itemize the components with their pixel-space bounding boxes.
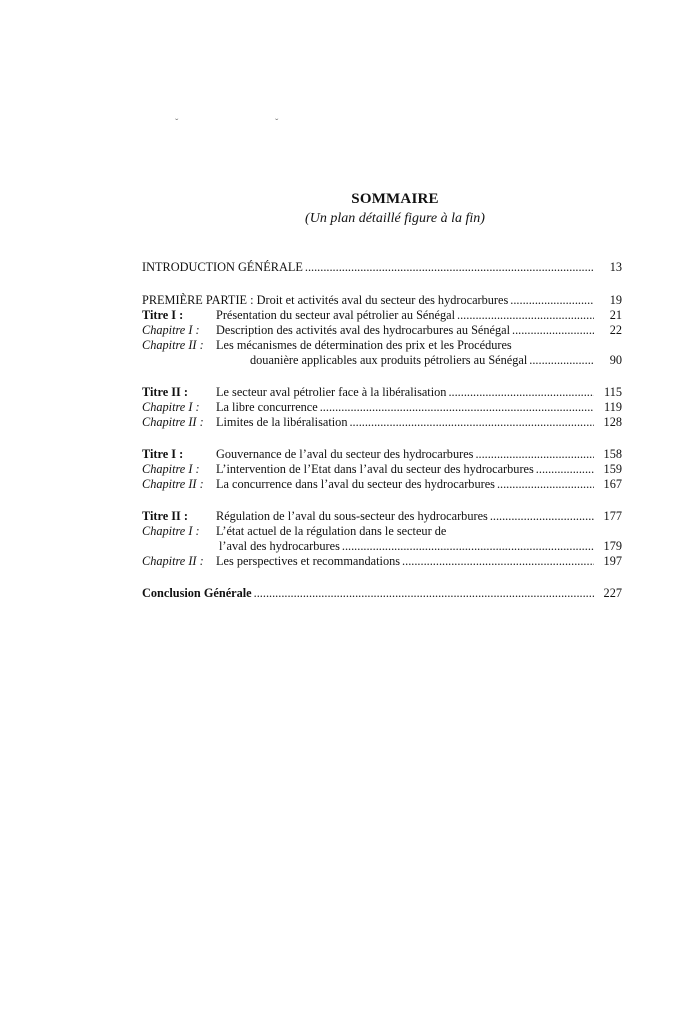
toc-entry-label: Titre I : — [142, 447, 184, 461]
toc-page-number: 90 — [609, 353, 622, 367]
toc-page-number: 115 — [604, 385, 622, 399]
leader-dots — [512, 323, 594, 338]
toc-entry-text: La concurrence dans l’aval du secteur des hydrocarbures — [216, 477, 495, 491]
toc-entry-text: l’aval des hydrocarbures — [219, 539, 340, 553]
toc-entry-text: La libre concurrence — [216, 400, 318, 414]
toc-page-number: 21 — [609, 308, 622, 322]
toc-entry-label: Titre I : — [142, 308, 184, 322]
toc-entry — [142, 554, 622, 569]
leader-dots — [448, 385, 594, 400]
toc-entry — [142, 293, 622, 308]
toc-entry-label: Chapitre I : — [142, 462, 200, 476]
toc-entry-label: Chapitre II : — [142, 554, 204, 568]
toc-entry-label: Chapitre II : — [142, 477, 204, 491]
toc-group-part1-title2 — [142, 385, 622, 430]
toc-group-introduction — [142, 260, 622, 275]
toc-entry-label: Chapitre I : — [142, 323, 200, 337]
leader-dots — [536, 462, 594, 477]
toc-page-number: 227 — [603, 586, 622, 600]
toc-page-number: 119 — [604, 400, 622, 414]
toc-entry — [142, 260, 622, 275]
toc-entry — [142, 385, 622, 400]
leader-dots — [254, 586, 594, 601]
leader-dots — [342, 539, 594, 554]
toc-entry — [142, 400, 622, 415]
toc-entry — [142, 415, 622, 430]
toc-entry-text: Gouvernance de l’aval du secteur des hydrocarbures — [216, 447, 474, 461]
page-subtitle: (Un plan détaillé figure à la fin) — [305, 211, 485, 226]
toc-entry — [142, 586, 622, 601]
leader-dots — [497, 477, 594, 492]
toc-page-number: 158 — [603, 447, 622, 461]
toc-entry-label: Chapitre I : — [142, 524, 200, 538]
toc-entry-text: Conclusion Générale — [142, 586, 252, 600]
toc-page-number: 179 — [603, 539, 622, 553]
leader-dots — [349, 415, 594, 430]
toc-entry — [142, 447, 622, 462]
toc-page-number: 177 — [603, 509, 622, 523]
toc-entry — [142, 524, 622, 539]
scan-mark: ˇ — [275, 118, 279, 129]
toc-group-part2-title2 — [142, 509, 622, 569]
table-of-contents — [142, 260, 622, 618]
toc-entry-continuation — [142, 539, 622, 554]
toc-entry — [142, 509, 622, 524]
toc-entry — [142, 323, 622, 338]
toc-entry-label: Chapitre II : — [142, 415, 204, 429]
toc-page-number: 19 — [609, 293, 622, 307]
toc-page-number: 159 — [603, 462, 622, 476]
toc-entry-label: Chapitre II : — [142, 338, 204, 352]
leader-dots — [529, 353, 594, 368]
toc-entry-text: Description des activités aval des hydrocarbures au Sénégal — [216, 323, 510, 337]
toc-entry-continuation — [142, 353, 622, 368]
scan-mark: ˇ — [175, 118, 179, 129]
toc-entry-label: Chapitre I : — [142, 400, 200, 414]
toc-entry — [142, 477, 622, 492]
toc-entry-text: Les perspectives et recommandations — [216, 554, 401, 568]
page-title: SOMMAIRE — [351, 191, 439, 207]
toc-entry-label: Titre II : — [142, 509, 188, 523]
leader-dots — [320, 400, 594, 415]
leader-dots — [510, 293, 594, 308]
toc-group-conclusion — [142, 586, 622, 601]
toc-page-number: 13 — [609, 260, 622, 274]
toc-entry-label: Titre II : — [142, 385, 188, 399]
toc-entry-text: Présentation du secteur aval pétrolier au Sénégal — [216, 308, 456, 322]
toc-entry-text: PREMIÈRE PARTIE : Droit et activités aval du secteur des hydrocarbures — [142, 293, 509, 307]
toc-group-part2-title1 — [142, 447, 622, 492]
toc-group-part1-title1 — [142, 293, 622, 368]
leader-dots — [457, 308, 594, 323]
toc-entry-text: L’intervention de l’Etat dans l’aval du secteur des hydrocarbures — [216, 462, 534, 476]
toc-page-number: 22 — [609, 323, 622, 337]
toc-entry-text: L’état actuel de la régulation dans le secteur de — [216, 524, 447, 538]
toc-page-number: 197 — [603, 554, 622, 568]
toc-entry — [142, 308, 622, 323]
toc-entry — [142, 338, 622, 353]
toc-page-number: 167 — [603, 477, 622, 491]
toc-entry-text: Régulation de l’aval du sous-secteur des hydrocarbures — [216, 509, 488, 523]
toc-page-number: 128 — [603, 415, 622, 429]
toc-entry-text: Le secteur aval pétrolier face à la libéralisation — [216, 385, 447, 399]
title-block — [0, 191, 700, 227]
toc-entry-text: Limites de la libéralisation — [216, 415, 348, 429]
toc-entry — [142, 462, 622, 477]
toc-entry-text: INTRODUCTION GÉNÉRALE — [142, 260, 303, 274]
leader-dots — [402, 554, 594, 569]
toc-entry-text: douanière applicables aux produits pétroliers au Sénégal — [250, 353, 528, 367]
leader-dots — [305, 260, 594, 275]
toc-entry-text: Les mécanismes de détermination des prix et les Procédures — [216, 338, 512, 352]
leader-dots — [490, 509, 594, 524]
leader-dots — [475, 447, 594, 462]
